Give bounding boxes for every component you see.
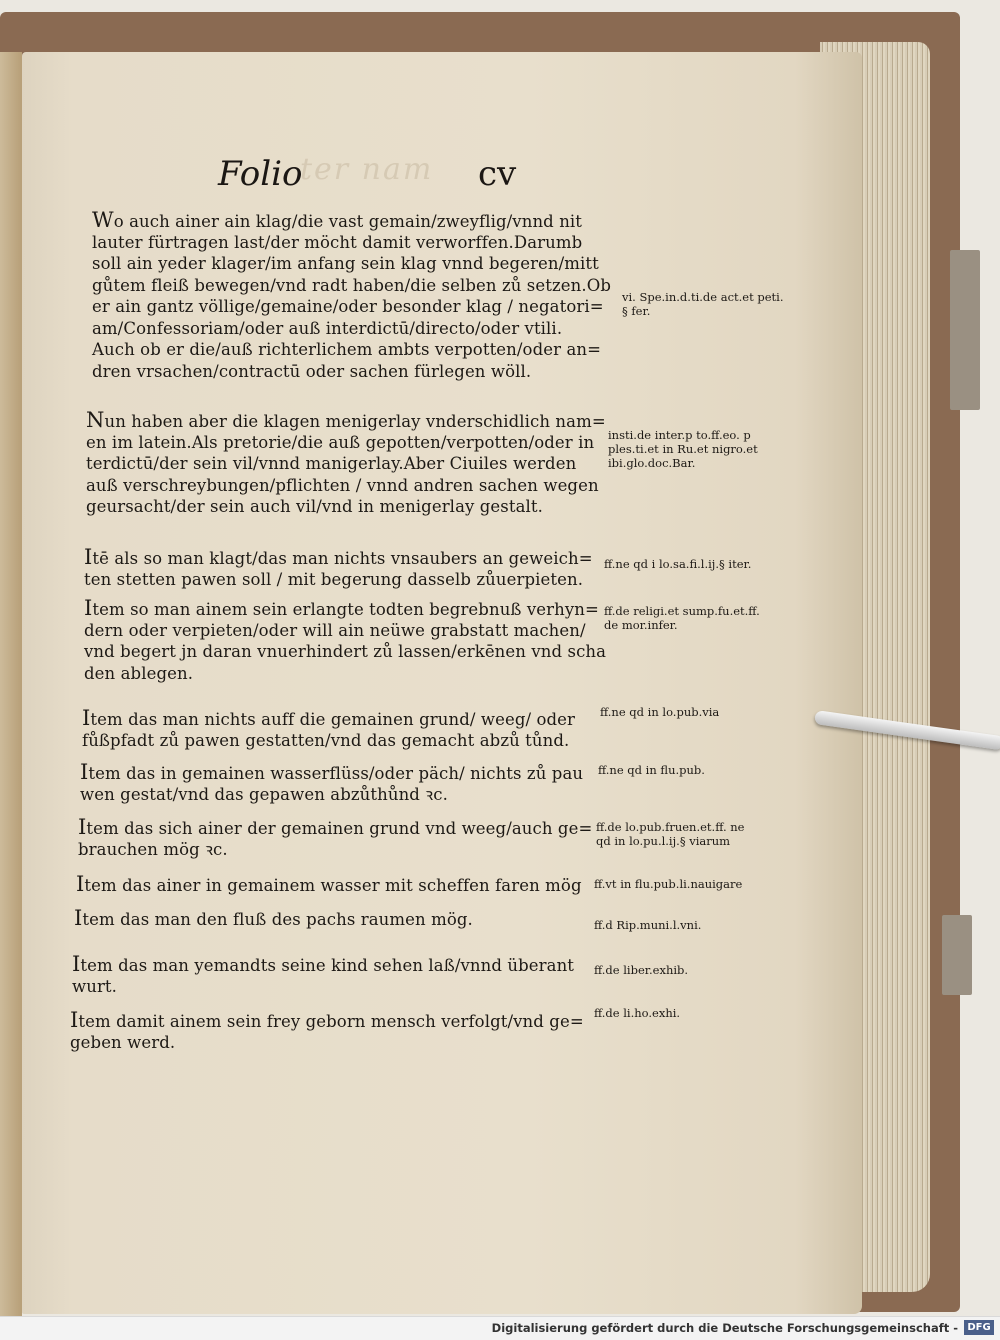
entry-line: geben werd. [70, 1032, 176, 1052]
entry-line: Item das sich ainer der gemainen grund vnd weeg/auch ge= [78, 815, 593, 839]
note-line: de mor.infer. [604, 618, 678, 632]
entry-line: den ablegen. [84, 663, 194, 683]
note-line: ff.ne qd in flu.pub. [598, 763, 705, 777]
note-line: ibi.glo.doc.Bar. [608, 456, 696, 470]
marginal-note-2 [608, 428, 758, 470]
entry-line: ten stetten pawen soll / mit begerung dasselb zůuerpieten. [84, 569, 584, 589]
entry-10 [72, 954, 574, 997]
note-line: ff.de liber.exhib. [594, 963, 689, 977]
note-line: ff.ne qd i lo.sa.fi.l.ij.§ iter. [604, 557, 752, 571]
entry-line: terdictū/der sein vil/vnnd manigerlay.Aber Ciuiles werden [86, 454, 577, 473]
entry-line: Item das ainer in gemainem wasser mit scheffen faren mög [76, 872, 582, 896]
marginal-note-5 [600, 705, 719, 719]
bleed-through-text: ter nam [300, 152, 434, 187]
entry-line: Item damit ainem sein frey geborn mensch verfolgt/vnd ge= [70, 1008, 584, 1032]
entry-line: en im latein.Als pretorie/die auß gepotten/verpotten/oder in [86, 432, 595, 452]
footer-credit: Digitalisierung gefördert durch die Deutsche Forschungsgemeinschaft - [491, 1321, 958, 1335]
folio-number: cv [478, 154, 517, 194]
page-tab-upper [950, 250, 980, 410]
entry-line: dren vrsachen/contractū oder sachen fürlegen wöll. [92, 361, 532, 381]
entry-line: Nun haben aber die klagen menigerlay vnderschidlich nam= [86, 408, 606, 432]
entry-3 [84, 547, 593, 590]
entry-11 [70, 1010, 584, 1053]
entry-line: auß verschreybungen/pflichten / vnnd andren sachen wegen [86, 475, 599, 495]
note-line: insti.de inter.p to.ff.eo. p [608, 428, 751, 442]
entry-4 [84, 598, 606, 684]
note-line: § fer. [622, 304, 651, 318]
note-line: ff.vt in flu.pub.li.nauigare [594, 877, 743, 891]
entry-line: geursacht/der sein auch vil/vnd in menigerlay gestalt. [86, 497, 543, 516]
entry-line: wurt. [72, 976, 118, 996]
entry-line: Wo auch ainer ain klag/die vast gemain/zweyflig/vnnd nit [92, 208, 583, 232]
entry-line: lauter fürtragen last/der möcht damit verworffen.Darumb [92, 232, 583, 252]
note-line: vi. Spe.in.d.ti.de act.et peti. [622, 290, 784, 304]
note-line: ff.de li.ho.exhi. [594, 1006, 681, 1020]
entry-line: Item das man nichts auff die gemainen grund/ weeg/ oder [82, 706, 576, 730]
marginal-note-8 [594, 877, 742, 891]
marginal-note-6 [598, 763, 705, 777]
entry-1 [92, 210, 611, 382]
note-line: qd in lo.pu.l.ij.§ viarum [596, 834, 731, 848]
entry-9 [74, 908, 473, 930]
entry-5 [82, 708, 575, 751]
entry-7 [78, 817, 592, 860]
entry-2 [86, 410, 606, 518]
entry-line: fůßpfadt zů pawen gestatten/vnd das gemacht abzů tůnd. [82, 730, 570, 750]
entry-line: brauchen mög ꝛc. [78, 839, 228, 859]
entry-line: Itē als so man klagt/das man nichts vnsaubers an geweich= [84, 545, 593, 569]
footer-bar [0, 1316, 1000, 1340]
entry-line: dern oder verpieten/oder will ain neüwe grabstatt machen/ [84, 620, 586, 640]
entry-line: er ain gantz völlige/gemaine/oder besonder klag / negatori= [92, 297, 604, 316]
marginal-note-9 [594, 918, 701, 932]
entry-line: Item das in gemainen wasserflüss/oder päch/ nichts zů pau [80, 760, 584, 784]
marginal-note-4 [604, 604, 760, 632]
note-line: ff.ne qd in lo.pub.via [600, 705, 720, 719]
marginal-note-3 [604, 557, 751, 571]
note-line: ples.ti.et in Ru.et nigro.et [608, 442, 758, 456]
entry-line: gůtem fleiß bewegen/vnd radt haben/die selben zů setzen.Ob [92, 275, 611, 295]
entry-line: Item das man den fluß des pachs raumen mög. [74, 906, 473, 930]
entry-line: am/Confessoriam/oder auß interdictū/directo/oder vtili. [92, 318, 563, 338]
note-line: ff.d Rip.muni.l.vni. [594, 918, 702, 932]
dfg-logo-icon[interactable]: DFG [964, 1320, 994, 1335]
entry-line: soll ain yeder klager/im anfang sein klag vnnd begeren/mitt [92, 254, 599, 273]
marginal-note-7 [596, 820, 744, 848]
note-line: ff.de religi.et sump.fu.et.ff. [604, 604, 760, 618]
entry-line: wen gestat/vnd das gepawen abzůthůnd ꝛc. [80, 784, 448, 804]
entry-line: vnd begert jn daran vnuerhindert zů lassen/erkēnen vnd scha [84, 642, 607, 661]
entry-line: Item so man ainem sein erlangte todten begrebnuß verhyn= [84, 596, 599, 620]
note-line: ff.de lo.pub.fruen.et.ff. ne [596, 820, 745, 834]
entry-line: Item das man yemandts seine kind sehen laß/vnnd überant [72, 952, 575, 976]
marginal-note-10 [594, 963, 688, 977]
entry-8 [76, 874, 582, 896]
marginal-note-11 [594, 1006, 680, 1020]
entry-line: Auch ob er die/auß richterlichem ambts verpotten/oder an= [92, 340, 602, 359]
facing-page [0, 52, 22, 1322]
entry-6 [80, 762, 583, 805]
page-tab-lower [942, 915, 972, 995]
marginal-note-1 [622, 290, 784, 318]
folio-label: Folio [218, 154, 303, 194]
